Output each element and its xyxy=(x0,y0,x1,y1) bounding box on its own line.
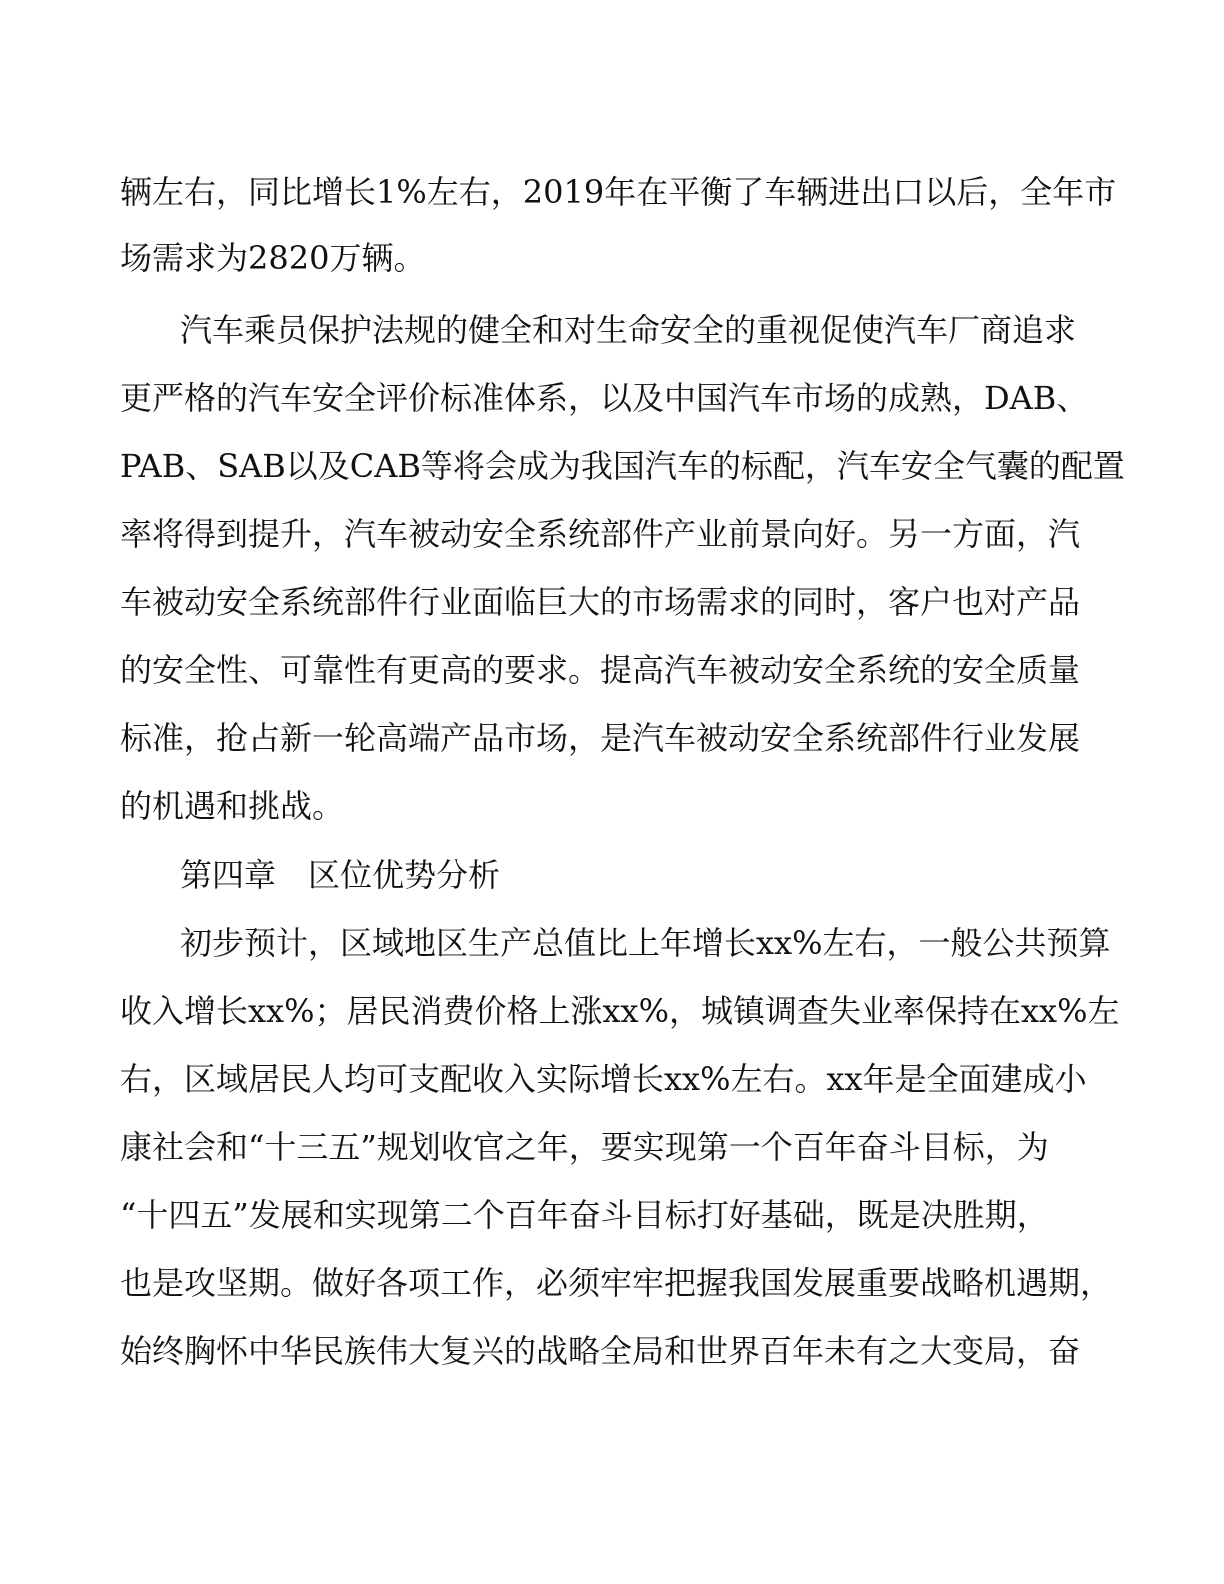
text-line: 康社会和“十三五”规划收官之年，要实现第一个百年奋斗目标，为 xyxy=(120,1128,1049,1166)
text-line: 右，区域居民人均可支配收入实际增长xx%左右。xx年是全面建成小 xyxy=(120,1060,1087,1098)
chapter-heading: 第四章 区位优势分析 xyxy=(180,856,501,894)
text-line: 更严格的汽车安全评价标准体系，以及中国汽车市场的成熟，DAB、 xyxy=(120,379,1089,417)
text-line: 率将得到提升，汽车被动安全系统部件产业前景向好。另一方面，汽 xyxy=(120,515,1081,553)
text-line: 收入增长xx%；居民消费价格上涨xx%，城镇调查失业率保持在xx%左 xyxy=(120,992,1120,1030)
text-line: 辆左右，同比增长1%左右，2019年在平衡了车辆进出口以后，全年市 xyxy=(120,173,1117,211)
paragraph-start-line: 初步预计，区域地区生产总值比上年增长xx%左右，一般公共预算 xyxy=(180,924,1111,962)
text-line: 也是攻坚期。做好各项工作，必须牢牢把握我国发展重要战略机遇期， xyxy=(120,1264,1113,1302)
text-line: 标准，抢占新一轮高端产品市场，是汽车被动安全系统部件行业发展 xyxy=(120,719,1081,757)
paragraph-start-line: 汽车乘员保护法规的健全和对生命安全的重视促使汽车厂商追求 xyxy=(180,311,1077,349)
text-line: 始终胸怀中华民族伟大复兴的战略全局和世界百年未有之大变局，奋 xyxy=(120,1332,1081,1370)
text-line: 车被动安全系统部件行业面临巨大的市场需求的同时，客户也对产品 xyxy=(120,583,1081,621)
text-line: “十四五”发展和实现第二个百年奋斗目标打好基础，既是决胜期， xyxy=(120,1196,1049,1234)
text-line: PAB、SAB以及CAB等将会成为我国汽车的标配，汽车安全气囊的配置 xyxy=(120,447,1125,485)
text-line: 的机遇和挑战。 xyxy=(120,787,345,825)
text-line: 场需求为2820万辆。 xyxy=(120,239,426,277)
text-line: 的安全性、可靠性有更高的要求。提高汽车被动安全系统的安全质量 xyxy=(120,651,1081,689)
